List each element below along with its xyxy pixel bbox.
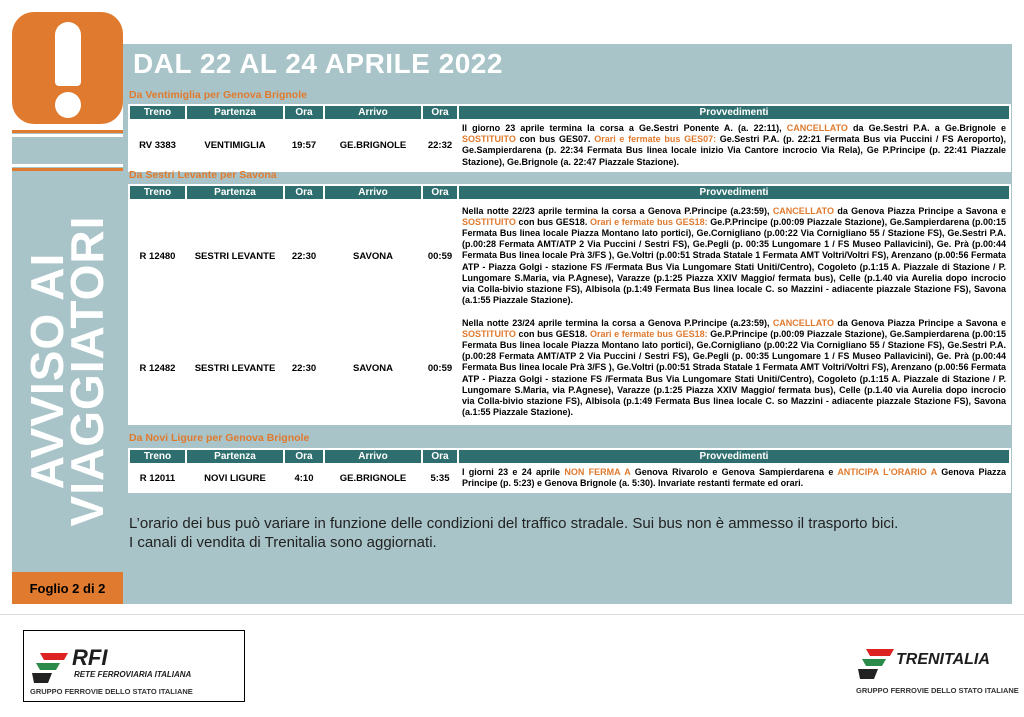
trenitalia-group: GRUPPO FERROVIE DELLO STATO ITALIANE: [856, 686, 1019, 695]
provision-text: da Genova Piazza Principe a Savona e: [833, 317, 1006, 328]
note-bus: L’orario dei bus può variare in funzione delle condizioni del traffico stradale. Sui bus non è ammesso il trasporto bici.: [129, 515, 899, 532]
provision-text: da Genova Piazza Principe a Savona e: [833, 205, 1006, 216]
col-ora-partenza: 22:30: [285, 313, 323, 423]
vertical-title: [12, 190, 123, 552]
rfi-name: RFI: [72, 645, 108, 670]
sheet-label: Foglio 2 di 2: [29, 581, 106, 596]
divider: [12, 164, 123, 167]
col-arrivo: SAVONA: [325, 201, 421, 311]
col-partenza: SESTRI LEVANTE: [187, 201, 283, 311]
rfi-group: GRUPPO FERROVIE DELLO STATO ITALIANE: [30, 687, 193, 696]
header-col-provvedimenti: Provvedimenti: [459, 106, 1009, 119]
highlight-text: CANCELLATO: [772, 205, 834, 216]
col-treno: R 12011: [130, 465, 185, 491]
provision-text: Nella notte 23/24 aprile termina la corsa a Genova P.Principe (a.23:59),: [462, 317, 773, 328]
table-row: [130, 313, 1009, 423]
header-col-partenza: Partenza: [187, 450, 283, 463]
header-col-arrivo: Arrivo: [325, 106, 421, 119]
col-provvedimenti: [459, 201, 1009, 311]
col-provvedimenti: [459, 313, 1009, 423]
header-col-partenza: Partenza: [187, 186, 283, 199]
col-ora-partenza: 19:57: [285, 121, 323, 170]
highlight-text: ANTICIPA L'ORARIO A: [837, 467, 937, 477]
provision-text: Nella notte 22/23 aprile termina la corsa a Genova P.Principe (a.23:59),: [462, 205, 773, 216]
col-partenza: NOVI LIGURE: [187, 465, 283, 491]
sheet-indicator: [12, 572, 123, 604]
header-col-arrivo: Arrivo: [325, 186, 421, 199]
provision-text: con bus GES18.: [515, 328, 590, 339]
highlight-text: Orari e fermate bus GES07:: [594, 134, 717, 145]
table-header-row: [130, 186, 1009, 199]
note-sales: I canali di vendita di Trenitalia sono aggiornati.: [129, 534, 437, 551]
col-partenza: SESTRI LEVANTE: [187, 313, 283, 423]
col-provvedimenti: [459, 121, 1009, 170]
schedule-table: [128, 184, 1011, 425]
highlight-text: CANCELLATO: [786, 123, 848, 133]
col-treno: RV 3383: [130, 121, 185, 170]
rfi-subtitle: RETE FERROVIARIA ITALIANA: [74, 670, 192, 679]
notes: [129, 514, 999, 552]
highlight-text: CANCELLATO: [772, 317, 834, 328]
section-title: Da Ventimiglia per Genova Brignole: [129, 89, 307, 101]
rfi-logo-box: [23, 630, 245, 702]
col-arrivo: GE.BRIGNOLE: [325, 465, 421, 491]
provision-text: Ge.P.Principe (p.00:09 Piazzale Stazione), Ge.Sampierdarena (p.00:15 Fermata Bus linea locale Piazza Montano lato portici), Ge.Cornigliano (p.00:22 Via Cornigliano 55 / Stazione FS), Ge.Sestri P.A. (p.00:28 Fermata AMT/ATP 2 Via Puccini / Sestri FS), Ge.Pegli (p. 00:35 Lungomare 1 / FS Museo Pallavicini), Ge. Prà (p.00:44 Fermata Bus linea locale Prà 3/FS ), Ge.Voltri (p.00:51 Strada Statale 1 Fermata AMT Voltri/Voltri FS), Arenzano (p.00:56 Fermata ATP - Piazza Golgi - stazione FS /Fermata Bus Via Lungomare Stati Uniti/Centro), Cogoleto (p.1:15 A. Piazzale di Stazione / P. Lungomare S.Maria, via P.Agnese), Varazze (p.1:25 Piazza XXIV Maggio/ fermata bus), Celle (p.1.40 via Aurelia dopo incrocio via Colla-bivio stazione FS), Albisola (p.1:49 Fermata Bus linea locale C. so Mazzini - adiacente piazzale Stazione FS), Savona (a.1:55 Piazzale Stazione).: [462, 328, 1006, 418]
provision-text: I giorni 23 e 24 aprile: [462, 467, 565, 477]
header-col-provvedimenti: Provvedimenti: [459, 450, 1009, 463]
provision-text: da Ge.Sestri P.A. a Ge.Brignole e: [847, 123, 1006, 133]
provision-text: Il giorno 23 aprile termina la corsa a Ge.Sestri Ponente A. (a. 22:11),: [462, 123, 787, 133]
trenitalia-name: TRENITALIA: [896, 651, 990, 668]
table-row: [130, 121, 1009, 170]
header-col-treno: Treno: [130, 106, 185, 119]
highlight-text: SOSTITUITO: [462, 134, 516, 145]
col-arrivo: SAVONA: [325, 313, 421, 423]
header-col-ora-partenza: Ora: [285, 106, 323, 119]
table-row: [130, 465, 1009, 491]
sidebar: [12, 12, 123, 604]
fs-logo-icon: [30, 651, 70, 685]
col-partenza: VENTIMIGLIA: [187, 121, 283, 170]
exclamation-icon: [12, 12, 123, 124]
highlight-text: Orari e fermate bus GES18:: [589, 216, 708, 227]
header-col-ora-partenza: Ora: [285, 186, 323, 199]
header-col-arrivo: Arrivo: [325, 450, 421, 463]
provision-text: Ge.P.Principe (p.00:09 Piazzale Stazione), Ge.Sampierdarena (p.00:15 Fermata Bus linea locale Piazza Montano lato portici), Ge.Cornigliano (p.00:22 Via Cornigliano 55 / Stazione FS), Ge.Sestri P.A. (p.00:28 Fermata AMT/ATP 2 Via Puccini / Sestri FS), Ge.Pegli (p. 00:35 Lungomare 1 / FS Museo Pallavicini), Ge. Prà (p.00:44 Fermata Bus linea locale Prà 3/FS ), Ge.Voltri (p.00:51 Strada Statale 1 Fermata AMT Voltri/Voltri FS), Arenzano (p.00:56 Fermata ATP - Piazza Golgi - stazione FS /Fermata Bus Via Lungomare Stati Uniti/Centro), Cogoleto (p.1:15 A. Piazzale di Stazione / P. Lungomare S.Maria, via P.Agnese), Varazze (p.1:25 Piazza XXIV Maggio/ fermata bus), Celle (p.1.40 via Aurelia dopo incrocio via Colla-bivio stazione FS), Albisola (p.1:49 Fermata Bus linea locale C. so Mazzini - adiacente piazzale Stazione FS), Savona (a.1:55 Piazzale Stazione).: [462, 216, 1006, 306]
table-row: [130, 201, 1009, 311]
header-col-ora-partenza: Ora: [285, 450, 323, 463]
highlight-text: Orari e fermate bus GES18:: [589, 328, 708, 339]
col-ora-partenza: 22:30: [285, 201, 323, 311]
divider: [12, 134, 123, 137]
col-treno: R 12480: [130, 201, 185, 311]
col-ora-arrivo: 5:35: [423, 465, 457, 491]
divider: [12, 168, 123, 171]
table-header-row: [130, 106, 1009, 119]
divider: [0, 614, 1024, 615]
col-ora-arrivo: 00:59: [423, 201, 457, 311]
provision-text: Ge.Sestri P.A. (p. 22:21 Fermata Bus via Puccini / FS Aeroporto), Ge.Sampierdarena (p. 22:34 Fermata Bus linea locale inizio Via Cantore incrocio Via Rela), Ge P.Principe (p. 22:41 Piazzale Stazione), Ge.Brignole (a. 22:47 Piazzale Stazione).: [462, 134, 1006, 167]
header-col-ora-arrivo: Ora: [423, 106, 457, 119]
col-ora-arrivo: 00:59: [423, 313, 457, 423]
header-col-treno: Treno: [130, 450, 185, 463]
col-treno: R 12482: [130, 313, 185, 423]
header-col-provvedimenti: Provvedimenti: [459, 186, 1009, 199]
highlight-text: NON FERMA A: [564, 467, 631, 477]
section-title: Da Sestri Levante per Savona: [129, 169, 277, 181]
vertical-title-line1: AVVISO AI: [21, 252, 73, 490]
col-ora-partenza: 4:10: [285, 465, 323, 491]
provision-text: con bus GES18.: [515, 216, 590, 227]
col-arrivo: GE.BRIGNOLE: [325, 121, 421, 170]
provision-text: Genova Rivarolo e Genova Sampierdarena e: [630, 467, 838, 477]
highlight-text: SOSTITUITO: [462, 216, 516, 227]
col-provvedimenti: [459, 465, 1009, 491]
vertical-title-line2: VIAGGIATORI: [61, 215, 113, 527]
col-ora-arrivo: 22:32: [423, 121, 457, 170]
fs-logo-icon: [856, 647, 896, 681]
main-panel: [123, 44, 1012, 604]
page-title: DAL 22 AL 24 APRILE 2022: [133, 48, 503, 79]
provision-text: Genova Piazza Principe (p. 5:23) e Genova Brignole (a. 5:30). Invariate restanti fermate ed orari.: [462, 467, 1007, 489]
divider: [12, 130, 123, 133]
header-col-partenza: Partenza: [187, 106, 283, 119]
highlight-text: SOSTITUITO: [462, 328, 516, 339]
provision-text: con bus GES07.: [515, 134, 595, 145]
schedule-table: [128, 104, 1011, 172]
section-title: Da Novi Ligure per Genova Brignole: [129, 432, 310, 444]
header-col-treno: Treno: [130, 186, 185, 199]
header-col-ora-arrivo: Ora: [423, 186, 457, 199]
table-header-row: [130, 450, 1009, 463]
schedule-table: [128, 448, 1011, 493]
header-col-ora-arrivo: Ora: [423, 450, 457, 463]
